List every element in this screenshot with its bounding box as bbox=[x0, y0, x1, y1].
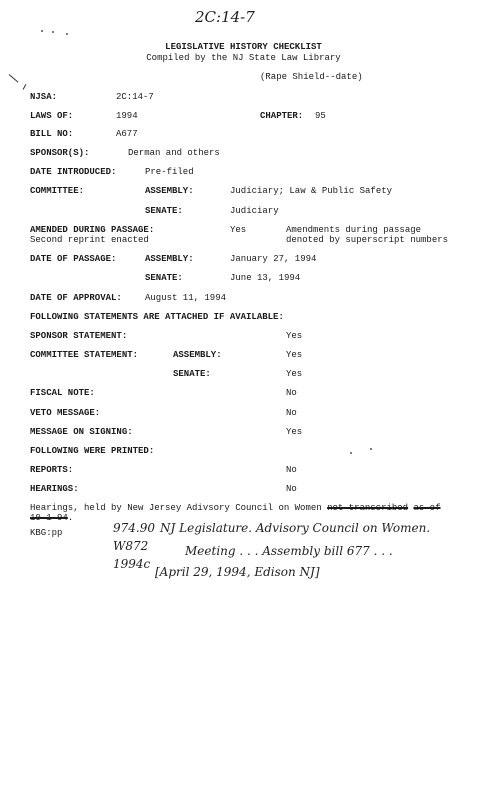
chapter-label: CHAPTER: bbox=[260, 111, 304, 121]
pen-mark bbox=[9, 74, 19, 82]
document-topic: (Rape Shield--date) bbox=[260, 72, 363, 82]
introduced-label: DATE INTRODUCED: bbox=[30, 167, 117, 177]
passage-assembly-value: January 27, 1994 bbox=[230, 254, 317, 264]
signing-message-label: MESSAGE ON SIGNING: bbox=[30, 427, 133, 437]
committee-statement-senate-label: SENATE: bbox=[173, 369, 211, 379]
handwritten-line-3: [April 29, 1994, Edison NJ] bbox=[155, 565, 320, 579]
signing-message-value: Yes bbox=[286, 427, 303, 437]
scan-speck bbox=[370, 448, 372, 450]
handwritten-call-number-1: 974.90 bbox=[113, 521, 155, 535]
amended-label: AMENDED DURING PASSAGE: bbox=[30, 225, 155, 235]
scan-speck bbox=[41, 30, 43, 32]
handwritten-call-number-3: 1994c bbox=[113, 557, 151, 571]
laws-value: 1994 bbox=[116, 111, 138, 121]
bill-value: A677 bbox=[116, 129, 138, 139]
laws-label: LAWS OF: bbox=[30, 111, 74, 121]
handwritten-section-number: 2C:14-7 bbox=[195, 8, 255, 26]
committee-assembly-value: Judiciary; Law & Public Safety bbox=[230, 186, 393, 196]
handwritten-line-1: NJ Legislature. Advisory Council on Women. bbox=[160, 521, 431, 535]
njsa-value: 2C:14-7 bbox=[116, 92, 154, 102]
scan-speck bbox=[350, 452, 352, 454]
committee-senate-value: Judiciary bbox=[230, 206, 279, 216]
printed-heading: FOLLOWING WERE PRINTED: bbox=[30, 446, 155, 456]
handwritten-line-2: Meeting . . . Assembly bill 677 . . . bbox=[185, 544, 393, 558]
approval-label: DATE OF APPROVAL: bbox=[30, 293, 122, 303]
committee-label: COMMITTEE: bbox=[30, 186, 85, 196]
committee-assembly-label: ASSEMBLY: bbox=[145, 186, 194, 196]
document-subtitle: Compiled by the NJ State Law Library bbox=[146, 53, 341, 63]
hearings-note-struck-2: as of bbox=[413, 503, 441, 513]
amended-note-1: Amendments during passage bbox=[286, 225, 422, 235]
scan-speck bbox=[66, 33, 68, 35]
passage-senate-value: June 13, 1994 bbox=[230, 273, 301, 283]
scan-speck bbox=[52, 31, 54, 33]
sponsor-statement-label: SPONSOR STATEMENT: bbox=[30, 331, 128, 341]
hearings-note-struck: not transcribed bbox=[327, 503, 409, 513]
sponsor-label: SPONSOR(S): bbox=[30, 148, 90, 158]
veto-message-label: VETO MESSAGE: bbox=[30, 408, 101, 418]
sponsor-statement-value: Yes bbox=[286, 331, 303, 341]
hearings-note bbox=[30, 503, 441, 514]
document-title: LEGISLATIVE HISTORY CHECKLIST bbox=[165, 42, 322, 52]
statements-heading: FOLLOWING STATEMENTS ARE ATTACHED IF AVAILABLE: bbox=[30, 312, 284, 322]
sponsor-value: Derman and others bbox=[128, 148, 220, 158]
chapter-value: 95 bbox=[315, 111, 326, 121]
fiscal-note-value: No bbox=[286, 388, 297, 398]
hearings-note-text: Hearings, held by New Jersey Adivsory Council on Women bbox=[30, 503, 322, 513]
hearings-note-struck-3: 10-1-94 bbox=[30, 513, 68, 523]
introduced-value: Pre-filed bbox=[145, 167, 194, 177]
hearings-note-line-2 bbox=[30, 513, 73, 524]
veto-message-value: No bbox=[286, 408, 297, 418]
hearings-note-end: . bbox=[67, 513, 74, 523]
committee-statement-assembly-label: ASSEMBLY: bbox=[173, 350, 222, 360]
committee-senate-label: SENATE: bbox=[145, 206, 183, 216]
passage-senate-label: SENATE: bbox=[145, 273, 183, 283]
handwritten-call-number-2: W872 bbox=[113, 539, 149, 553]
amended-value: Yes bbox=[230, 225, 247, 235]
reports-label: REPORTS: bbox=[30, 465, 74, 475]
committee-statement-assembly-value: Yes bbox=[286, 350, 303, 360]
typist-initials: KBG:pp bbox=[30, 528, 63, 538]
fiscal-note-label: FISCAL NOTE: bbox=[30, 388, 95, 398]
pen-mark bbox=[23, 84, 27, 90]
njsa-label: NJSA: bbox=[30, 92, 58, 102]
reports-value: No bbox=[286, 465, 297, 475]
reprint-note: Second reprint enacted bbox=[30, 235, 149, 245]
committee-statement-senate-value: Yes bbox=[286, 369, 303, 379]
amended-note-2: denoted by superscript numbers bbox=[286, 235, 449, 245]
passage-assembly-label: ASSEMBLY: bbox=[145, 254, 194, 264]
passage-label: DATE OF PASSAGE: bbox=[30, 254, 117, 264]
hearings-label: HEARINGS: bbox=[30, 484, 79, 494]
committee-statement-label: COMMITTEE STATEMENT: bbox=[30, 350, 139, 360]
hearings-value: No bbox=[286, 484, 297, 494]
approval-value: August 11, 1994 bbox=[145, 293, 227, 303]
bill-label: BILL NO: bbox=[30, 129, 74, 139]
